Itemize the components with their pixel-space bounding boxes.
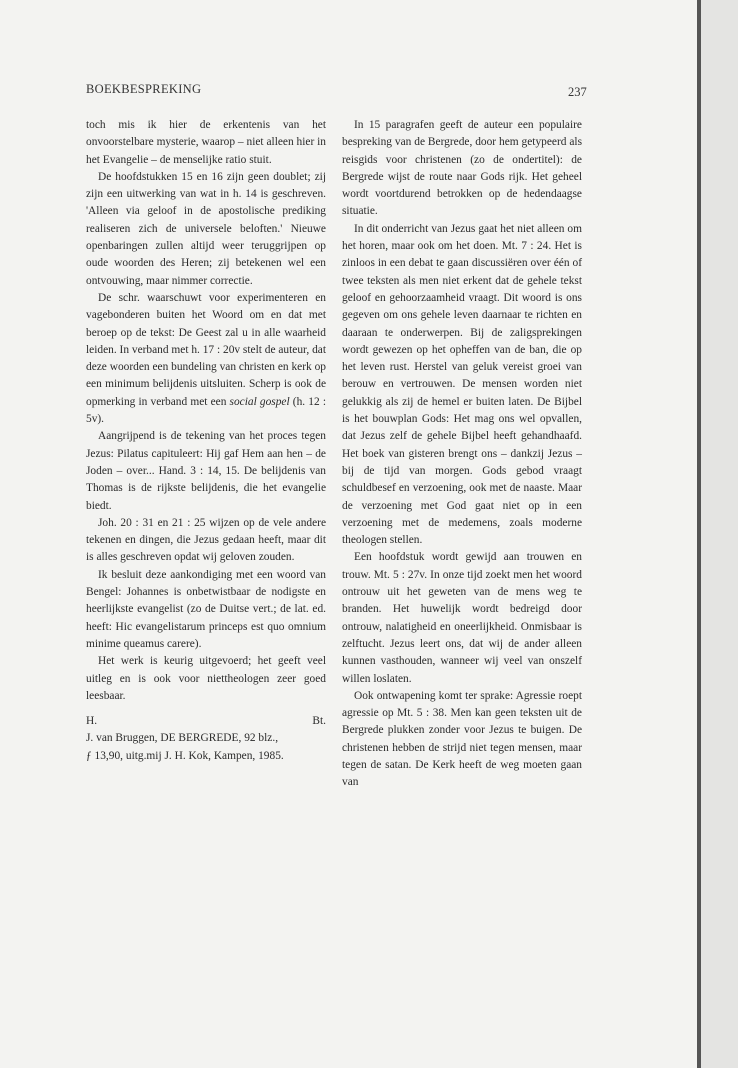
left-paragraph-5: Joh. 20 : 31 en 21 : 25 wijzen op de vele andere tekenen en dingen, die Jezus gedaan heeft, maar dit is alles geschreven opdat wij geloven zouden. — [86, 516, 326, 564]
left-paragraph-3 — [86, 290, 326, 428]
right-paragraph-1: In 15 paragrafen geeft de auteur een populaire bespreking van de Bergrede, door hem getypeerd als reisgids voor christenen (zo de ondertitel): de Bergrede wijst de route naar Gods rijk. Het geheel wordt voortdurend betrokken op de hedendaagse situatie. — [342, 119, 582, 218]
left-paragraph-3-text-b: (h. 12 : 5v). — [86, 395, 327, 426]
right-paragraph-4: Ook ontwapening komt ter sprake: Agressie roept agressie op Mt. 5 : 38. Men kan geen teksten uit de Bergrede plukken zonder voor Jezus te buigen. De christenen hebben de strijd niet tegen mensen, maar tegen de satan. De Kerk heeft de weg moeten gaan van — [342, 689, 582, 789]
left-paragraph-1: toch mis ik hier de erkentenis van het onvoorstelbare mysterie, waarop – niet alleen hier in het Evangelie – de menselijke ratio stuit. — [86, 119, 326, 166]
page-edge-shadow — [701, 0, 738, 1068]
left-paragraph-4: Aangrijpend is de tekening van het proces tegen Jezus: Pilatus capituleert: Hij gaf Hem aan hen – de Joden – over... Hand. 3 : 14, 15. De belijdenis van Thomas is de rijkste belijdenis, die het evangelie biedt. — [86, 430, 326, 512]
social-gospel-emphasis: social gospel — [229, 395, 290, 408]
left-paragraph-7: Het werk is keurig uitgevoerd; het geeft veel uitleg en is ook voor niettheologen zeer goed leesbaar. — [86, 655, 326, 702]
right-paragraph-3: Een hoofdstuk wordt gewijd aan trouwen en trouw. Mt. 5 : 27v. In onze tijd zoekt men het woord ontrouw uit het geweten van de mens weg te branden. Het huwelijk wordt bedreigd door ontrouw, nalatigheid en oneerlijkheid. Onmisbaar is zelftucht. Jezus leert ons, dat wij de ander alleen kunnen vasthouden, wanneer wij veel van onszelf willen loslaten. — [342, 551, 582, 685]
left-paragraph-2: De hoofdstukken 15 en 16 zijn geen doublet; zij zijn een uitwerking van wat in h. 14 is geschreven. 'Alleen via geloof in de apostolische prediking realiseren zich de universele beloften.' Nieuwe openbaringen zullen altijd weer teruggrijpen op oude woorden des Heren; zij betekenen wel een ontvouwing, maar nimmer correctie. — [86, 170, 326, 287]
left-paragraph-6: Ik besluit deze aankondiging met een woord van Bengel: Johannes is onbetwistbaar de nodigste en heerlijkste evangelist (zo de Duitse vert.; de lat. ed. heeft: Hic evangelistarum princeps est quo omnium minime queamus carere). — [86, 568, 326, 650]
left-column — [86, 117, 326, 765]
running-head: BOEKBESPREKING — [86, 82, 202, 96]
reviewer-signature — [86, 713, 326, 730]
signature-initial: H. — [86, 715, 98, 728]
page-edge-line — [697, 0, 701, 1068]
signature-initials: Bt. — [312, 715, 326, 728]
right-paragraph-2: In dit onderricht van Jezus gaat het niet alleen om het horen, maar ook om het doen. Mt. 7 : 24. Het is zinloos in een debat te gaan discussiëren over één of twee teksten als men niet erkent dat de gehele tekst geloof en gehoorzaamheid vraagt. Dit woord is ons gegeven om ons gehele leven daarnaar te richten en daaraan te onderwerpen. Bij de zaligsprekingen wordt gewezen op het opheffen van de ban, die op het leven rust. Herstel van geluk vereist groei van berouw en vertrouwen. De mensen worden niet gelukkig als zij de hemel er buiten laten. De Bijbel is het bouwplan Gods: Het mag ons wel opvallen, dat Jezus zelf de gehele Bijbel heeft gehandhaafd. Het boek van gisteren brengt ons – dankzij Jezus – bij de tijd van morgen. Gods gebod vraagt schuldbesef en verzoening, ook met de naaste. Maar de verzoening met God gaat niet op in een verzoening met de medemens, zoals moderne theologen stellen. — [342, 222, 582, 547]
page-number: 237 — [568, 85, 587, 99]
book-reference: J. van Bruggen, DE BERGREDE, 92 blz., ƒ 13,90, uitg.mij J. H. Kok, Kampen, 1985. — [86, 732, 284, 762]
left-paragraph-3-text-a: De schr. waarschuwt voor experimenteren en vagebonderen buiten het Woord om en dat met beroep op de tekst: De Geest zal u in alle waarheid leiden. In verband met h. 17 : 20v stelt de auteur, dat deze woorden een bundeling van christen en kerk op een minimum belijdenis uitsluiten. Scherp is ook de opmerking in verband met een — [86, 291, 326, 408]
right-column — [342, 117, 582, 792]
